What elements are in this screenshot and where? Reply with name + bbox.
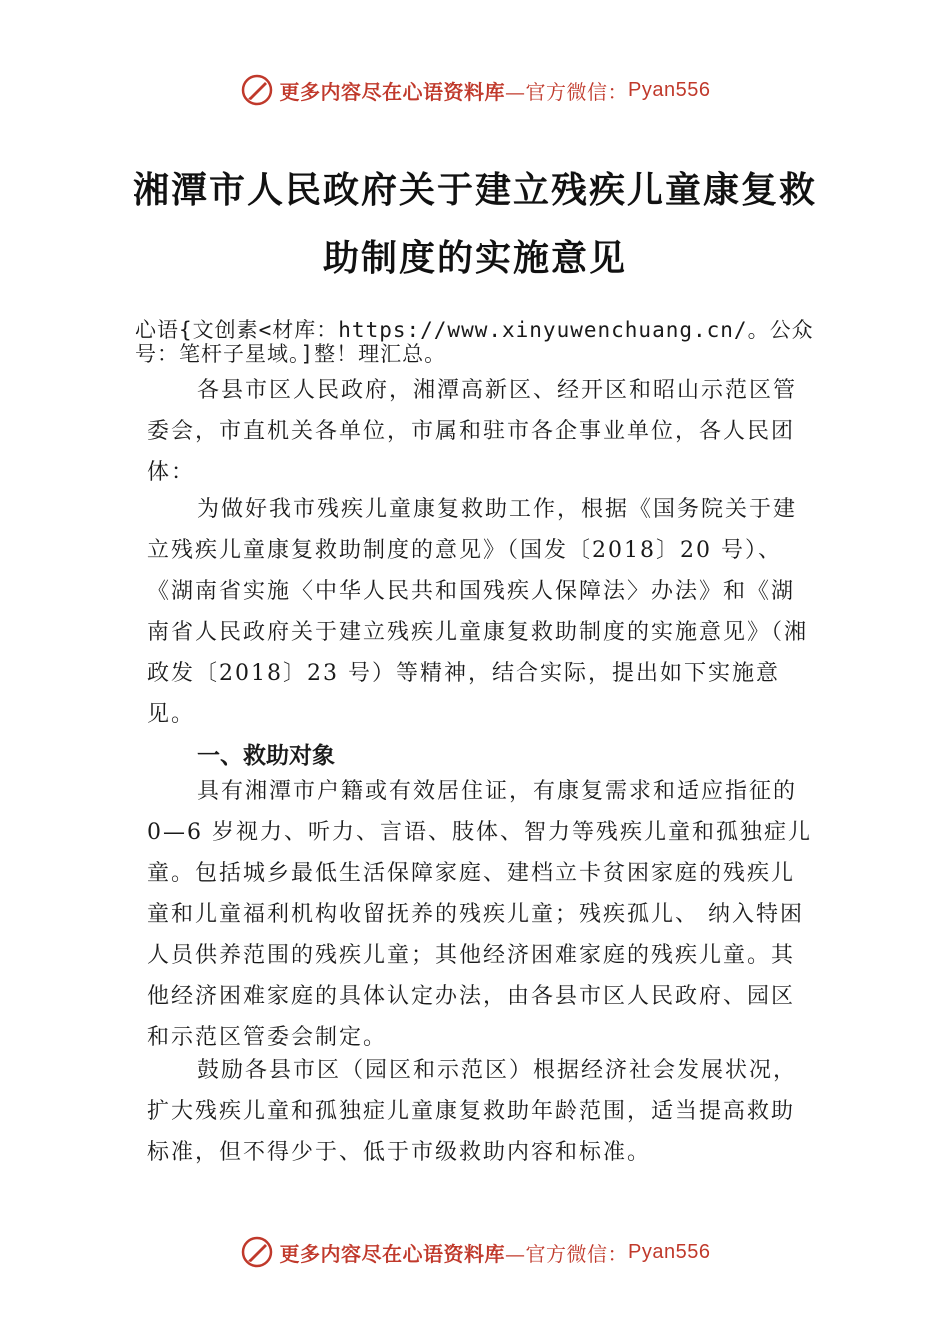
footer-banner — [0, 1235, 950, 1269]
section1-paragraph-2: 鼓励各县市区（园区和示范区）根据经济社会发展状况，扩大残疾儿童和孤独症儿童康复救助年龄范围，适当提高救助标准，但不得少于、低于市级救助内容和标准。 — [147, 1058, 798, 1165]
pen-logo-icon — [240, 1235, 274, 1269]
banner-separator: —官方微信： — [505, 1241, 629, 1266]
section-heading: 一、救助对象 — [197, 743, 335, 769]
banner-title: 更多内容尽在心语资料库 — [279, 1241, 506, 1266]
source-note: 心语{文创素<材库：https://www.xinyuwenchuang.cn/。公众号：笔杆子星域。]整！理汇总。 — [135, 318, 814, 366]
intro-paragraph: 为做好我市残疾儿童康复救助工作，根据《国务院关于建立残疾儿童康复救助制度的意见》（国发〔2018〕20 号）、《湖南省实施〈中华人民共和国残疾人保障法〉办法》和《湖南省人民政府关于建立残疾儿童康复救助制度的实施意见》（湘政发〔2018〕23 号）等精神，结合实际，提出如下实施意见。 — [147, 497, 809, 727]
banner-separator: —官方微信： — [505, 79, 629, 104]
addressee-paragraph: 各县市区人民政府，湘潭高新区、经开区和昭山示范区管委会，市直机关各单位，市属和驻市各企事业单位，各人民团体： — [147, 378, 798, 485]
document-title-line1: 湘潭市人民政府关于建立残疾儿童康复救 — [132, 169, 817, 211]
pen-logo-icon — [240, 73, 274, 107]
header-banner — [0, 73, 950, 107]
section1-paragraph-1: 具有湘潭市户籍或有效居住证，有康复需求和适应指征的 0—6 岁视力、听力、言语、肢体、智力等残疾儿童和孤独症儿童。包括城乡最低生活保障家庭、建档立卡贫困家庭的残疾儿童和儿童福利机构收留抚养的残疾儿童；残疾孤儿、 纳入特困人员供养范围的残疾儿童；其他经济困难家庭的残疾儿童。其他经济困难家庭的具体认定办法，由各县市区人民政府、园区和示范区管委会制定。 — [147, 779, 812, 1050]
document-title-line2: 助制度的实施意见 — [322, 237, 627, 279]
banner-title: 更多内容尽在心语资料库 — [279, 79, 506, 104]
banner-wechat-id: Pyan556 — [628, 1240, 711, 1263]
banner-wechat-id: Pyan556 — [628, 78, 711, 101]
